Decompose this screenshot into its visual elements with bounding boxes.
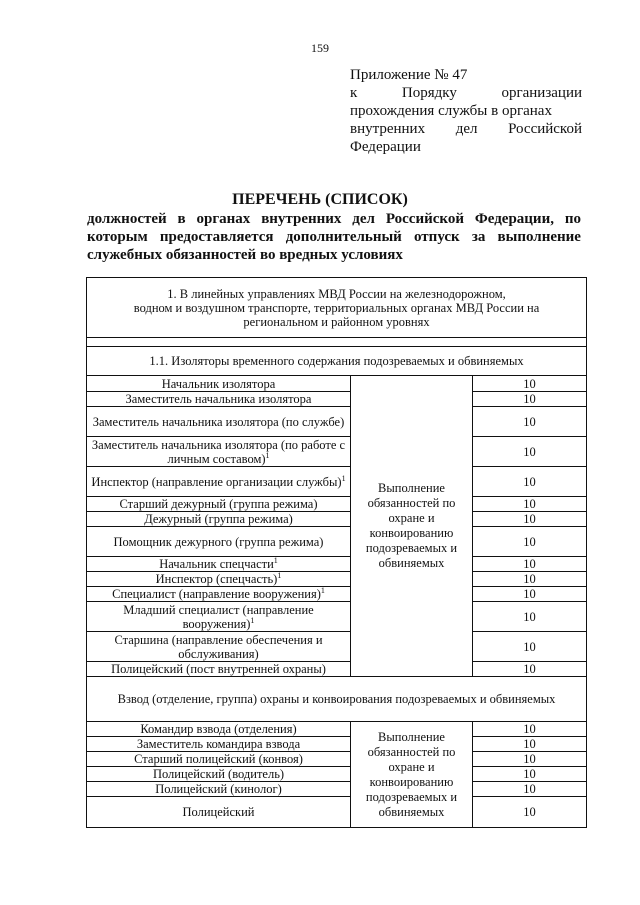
- position-cell: [87, 722, 351, 737]
- appendix-line: [350, 120, 582, 138]
- table-row: [87, 467, 587, 497]
- word: по: [564, 211, 581, 227]
- document-subtitle: [87, 210, 581, 264]
- spacer: [87, 338, 587, 347]
- position-name: Полицейский (пост внутренней охраны): [111, 662, 326, 676]
- table-row: [87, 632, 587, 662]
- position-name: Помощник дежурного (группа режима): [113, 534, 324, 549]
- table-row: [87, 752, 587, 767]
- duty-description: Выполнение обязанностей по охране и конвоированию подозреваемых и обвиняемых: [351, 376, 473, 677]
- leave-days: 10: [473, 392, 587, 407]
- word: предоставляется: [159, 229, 274, 245]
- word: Российской: [508, 121, 582, 137]
- word: органах: [196, 211, 251, 227]
- table-row: [87, 767, 587, 782]
- table-row: [87, 527, 587, 557]
- table-row: [87, 587, 587, 602]
- leave-days: 10: [473, 737, 587, 752]
- appendix-line: прохождения службы в органах: [350, 103, 552, 119]
- word: дополнительный: [285, 229, 402, 245]
- position-name: Заместитель начальника изолятора (по службе): [92, 414, 345, 429]
- word: организации: [501, 85, 582, 101]
- word: Федерации,: [474, 211, 554, 227]
- position-cell: [87, 512, 351, 527]
- table-row: [87, 782, 587, 797]
- table-row: [87, 497, 587, 512]
- word: дел: [352, 211, 375, 227]
- position-name: Командир взвода (отделения): [140, 722, 297, 736]
- footnote-mark: 1: [320, 585, 325, 595]
- leave-days: 10: [473, 632, 587, 662]
- leave-days: 10: [473, 512, 587, 527]
- footnote-mark: 1: [277, 570, 282, 580]
- leave-days: 10: [473, 437, 587, 467]
- table-row: [87, 437, 587, 467]
- position-name: Начальник изолятора: [161, 376, 276, 391]
- leave-days: 10: [473, 572, 587, 587]
- appendix-line: [350, 84, 582, 102]
- position-name: Полицейский: [182, 805, 255, 819]
- leave-days: 10: [473, 797, 587, 828]
- leave-days: 10: [473, 722, 587, 737]
- position-cell: [87, 437, 351, 467]
- position-cell: [87, 587, 351, 602]
- leave-days: 10: [473, 407, 587, 437]
- position-name: Полицейский (кинолог): [155, 782, 282, 796]
- position-name: Полицейский (водитель): [152, 767, 285, 781]
- document-title: ПЕРЕЧЕНЬ (СПИСОК): [232, 191, 408, 208]
- position-cell: [87, 572, 351, 587]
- position-name: Дежурный (группа режима): [144, 512, 293, 526]
- table-row: [87, 557, 587, 572]
- table-row: [87, 376, 587, 392]
- table-row: [87, 737, 587, 752]
- position-cell: [87, 376, 351, 392]
- leave-days: 10: [473, 527, 587, 557]
- subtitle-line: [87, 228, 581, 246]
- word: выполнение: [497, 229, 581, 245]
- table-row: [87, 512, 587, 527]
- duty-description: Выполнение обязанностей по охране и конвоированию подозреваемых и обвиняемых: [351, 722, 473, 828]
- word: которым: [87, 229, 148, 245]
- table-row: [87, 722, 587, 737]
- position-cell: [87, 767, 351, 782]
- word: внутренних: [261, 211, 342, 227]
- subsection-header: 1.1. Изоляторы временного содержания подозреваемых и обвиняемых: [87, 347, 587, 376]
- position-cell: [87, 407, 351, 437]
- leave-days: 10: [473, 557, 587, 572]
- word: должностей: [87, 211, 167, 227]
- word: дел: [455, 121, 478, 137]
- position-cell: [87, 752, 351, 767]
- leave-days: 10: [473, 602, 587, 632]
- position-name: Заместитель начальника изолятора: [125, 392, 312, 406]
- word: отпуск: [414, 229, 460, 245]
- subtitle-line: [87, 210, 581, 228]
- position-name: Младший специалист (направление вооружения): [123, 602, 314, 631]
- position-name: Заместитель начальника изолятора (по работе с личным составом): [91, 437, 346, 466]
- table-row: [87, 392, 587, 407]
- leave-days: 10: [473, 662, 587, 677]
- position-cell: [87, 557, 351, 572]
- position-name: Старший дежурный (группа режима): [119, 497, 318, 511]
- leave-days: 10: [473, 767, 587, 782]
- table-row: [87, 407, 587, 437]
- leave-days: 10: [473, 376, 587, 392]
- position-name: Инспектор (спецчасть): [155, 572, 278, 586]
- word: в: [177, 211, 186, 227]
- platoon-section-header: Взвод (отделение, группа) охраны и конвоирования подозреваемых и обвиняемых: [87, 677, 587, 722]
- position-name: Заместитель командира взвода: [136, 737, 301, 751]
- position-name: Старшина (направление обеспечения и обслуживания): [114, 632, 323, 661]
- position-cell: [87, 737, 351, 752]
- position-cell: [87, 527, 351, 557]
- position-cell: [87, 392, 351, 407]
- table-row: [87, 602, 587, 632]
- footnote-mark: 1: [341, 473, 346, 483]
- footnote-mark: 1: [250, 615, 255, 625]
- appendix-line: Приложение № 47: [350, 67, 468, 83]
- word: Российской: [385, 211, 464, 227]
- position-cell: [87, 497, 351, 512]
- appendix-block: [350, 66, 582, 156]
- table-row: [87, 662, 587, 677]
- word: за: [471, 229, 486, 245]
- position-cell: [87, 782, 351, 797]
- position-cell: [87, 467, 351, 497]
- section-header: [87, 278, 587, 338]
- position-name: Инспектор (направление организации службы): [91, 474, 342, 489]
- leave-days: 10: [473, 497, 587, 512]
- section-header-line: водном и воздушном транспорте, территориальных органах МВД России на: [133, 300, 540, 315]
- position-name: Начальник спецчасти: [159, 557, 274, 571]
- word: Порядку: [401, 85, 457, 101]
- leave-days: 10: [473, 752, 587, 767]
- position-cell: [87, 662, 351, 677]
- appendix-line: Федерации: [350, 139, 421, 155]
- position-cell: [87, 797, 351, 828]
- position-name: Специалист (направление вооружения): [112, 587, 321, 601]
- subtitle-line: служебных обязанностей во вредных условиях: [87, 247, 403, 263]
- footnote-mark: 1: [265, 450, 270, 460]
- word: к: [350, 85, 358, 101]
- page-number: 159: [311, 41, 329, 55]
- table-row: [87, 677, 587, 722]
- position-cell: [87, 602, 351, 632]
- positions-table: [86, 277, 587, 828]
- position-name: Старший полицейский (конвоя): [134, 752, 303, 766]
- leave-days: 10: [473, 467, 587, 497]
- position-cell: [87, 632, 351, 662]
- footnote-mark: 1: [273, 555, 278, 565]
- section-header-line: 1. В линейных управлениях МВД России на железнодорожном,: [167, 286, 506, 301]
- section-header-line: региональном и районном уровнях: [243, 314, 430, 329]
- word: внутренних: [350, 121, 426, 137]
- table-row: [87, 797, 587, 828]
- leave-days: 10: [473, 782, 587, 797]
- leave-days: 10: [473, 587, 587, 602]
- table-row: [87, 572, 587, 587]
